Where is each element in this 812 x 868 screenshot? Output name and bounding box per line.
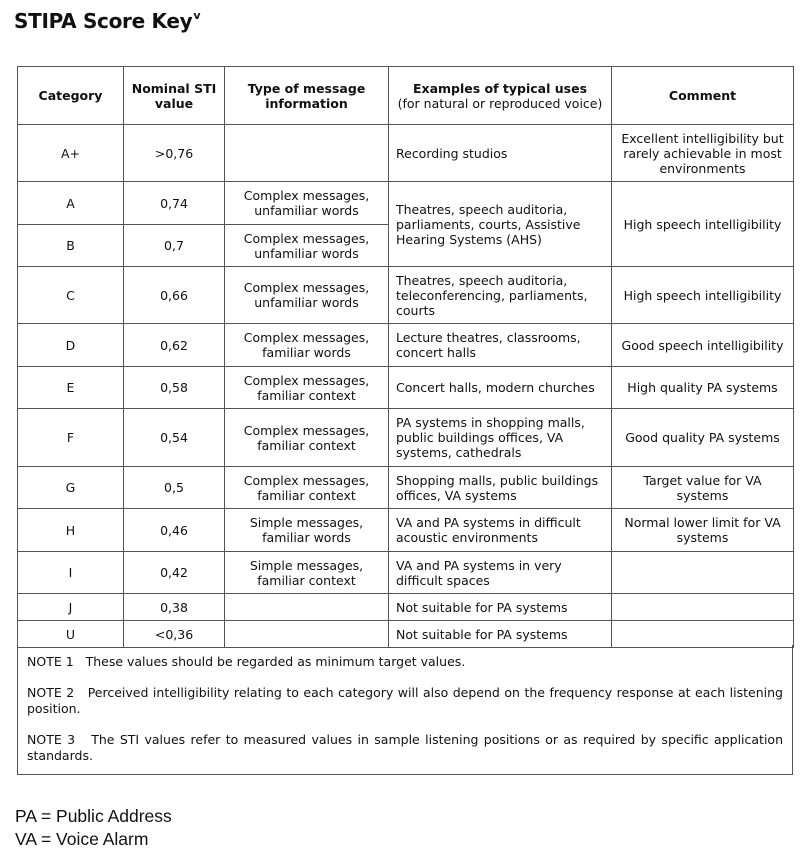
comment-cell: Normal lower limit for VA systems [612,509,794,552]
type-cell [225,594,389,621]
table-row [18,125,794,182]
comment-cell: High speech intelligibility [612,267,794,324]
table-row [18,367,794,409]
type-cell: Complex messages, familiar context [225,409,389,467]
table-row [18,409,794,467]
category-cell: A [18,182,124,225]
examples-cell: Not suitable for PA systems [389,621,612,648]
type-cell: Complex messages, unfamiliar words [225,267,389,324]
header-category: Category [18,67,124,125]
header-row [18,67,794,125]
sti-cell: 0,7 [124,225,225,267]
header-type: Type of message information [225,67,389,125]
category-cell: B [18,225,124,267]
category-cell: J [18,594,124,621]
type-cell: Complex messages, unfamiliar words [225,225,389,267]
comment-cell [612,552,794,594]
table-row [18,324,794,367]
category-cell: G [18,467,124,509]
sti-cell: 0,42 [124,552,225,594]
title-text: STIPA Score Key [14,9,193,33]
examples-cell: Theatres, speech auditoria, teleconferencing, parliaments, courts [389,267,612,324]
category-cell: I [18,552,124,594]
sti-cell: 0,74 [124,182,225,225]
sti-cell: 0,5 [124,467,225,509]
type-cell: Simple messages, familiar context [225,552,389,594]
header-examples-title: Examples of typical uses [412,80,588,96]
sti-cell: <0,36 [124,621,225,648]
examples-cell: Lecture theatres, classrooms, concert halls [389,324,612,367]
page-title [14,9,200,33]
comment-cell: Good speech intelligibility [612,324,794,367]
category-cell: F [18,409,124,467]
examples-cell: PA systems in shopping malls, public buildings offices, VA systems, cathedrals [389,409,612,467]
note-3: NOTE 3 The STI values refer to measured values in sample listening positions or as required by specific application standards. [27,732,787,763]
table-row [18,467,794,509]
notes-box [17,645,793,775]
comment-cell: High speech intelligibility [612,182,794,267]
header-examples-sub: (for natural or reproduced voice) [397,95,603,111]
sti-cell: >0,76 [124,125,225,182]
category-cell: E [18,367,124,409]
sti-cell: 0,66 [124,267,225,324]
sti-cell: 0,38 [124,594,225,621]
table-row [18,552,794,594]
type-cell: Complex messages, familiar context [225,467,389,509]
table-row [18,267,794,324]
examples-cell: VA and PA systems in very difficult spaces [389,552,612,594]
table-row [18,594,794,621]
examples-cell: VA and PA systems in difficult acoustic environments [389,509,612,552]
table-row [18,509,794,552]
type-cell: Simple messages, familiar words [225,509,389,552]
header-sti: Nominal STI value [124,67,225,125]
table-row [18,621,794,648]
table-row [18,182,794,225]
comment-cell: Target value for VA systems [612,467,794,509]
abbreviation-pa: PA = Public Address [15,806,172,826]
sti-cell: 0,54 [124,409,225,467]
note-1: NOTE 1 These values should be regarded as minimum target values. [27,654,466,669]
examples-cell: Recording studios [389,125,612,182]
category-cell: U [18,621,124,648]
comment-cell: Good quality PA systems [612,409,794,467]
stipa-table [17,66,794,648]
type-cell [225,621,389,648]
note-2: NOTE 2 Perceived intelligibility relating to each category will also depend on the frequency response at each listening position. [27,685,787,716]
header-examples [389,67,612,125]
sti-cell: 0,62 [124,324,225,367]
examples-cell: Not suitable for PA systems [389,594,612,621]
type-cell: Complex messages, familiar words [225,324,389,367]
examples-cell: Theatres, speech auditoria, parliaments, courts, Assistive Hearing Systems (AHS) [389,182,612,267]
category-cell: A+ [18,125,124,182]
type-cell: Complex messages, familiar context [225,367,389,409]
sti-cell: 0,58 [124,367,225,409]
category-cell: C [18,267,124,324]
category-cell: D [18,324,124,367]
examples-cell: Shopping malls, public buildings offices, VA systems [389,467,612,509]
comment-cell [612,594,794,621]
type-cell: Complex messages, unfamiliar words [225,182,389,225]
sti-cell: 0,46 [124,509,225,552]
examples-cell: Concert halls, modern churches [389,367,612,409]
comment-cell: High quality PA systems [612,367,794,409]
type-cell [225,125,389,182]
title-superscript: v [193,9,201,22]
abbreviation-va: VA = Voice Alarm [15,829,149,849]
header-comment: Comment [612,67,794,125]
comment-cell [612,621,794,648]
category-cell: H [18,509,124,552]
comment-cell: Excellent intelligibility but rarely achievable in most environments [612,125,794,182]
